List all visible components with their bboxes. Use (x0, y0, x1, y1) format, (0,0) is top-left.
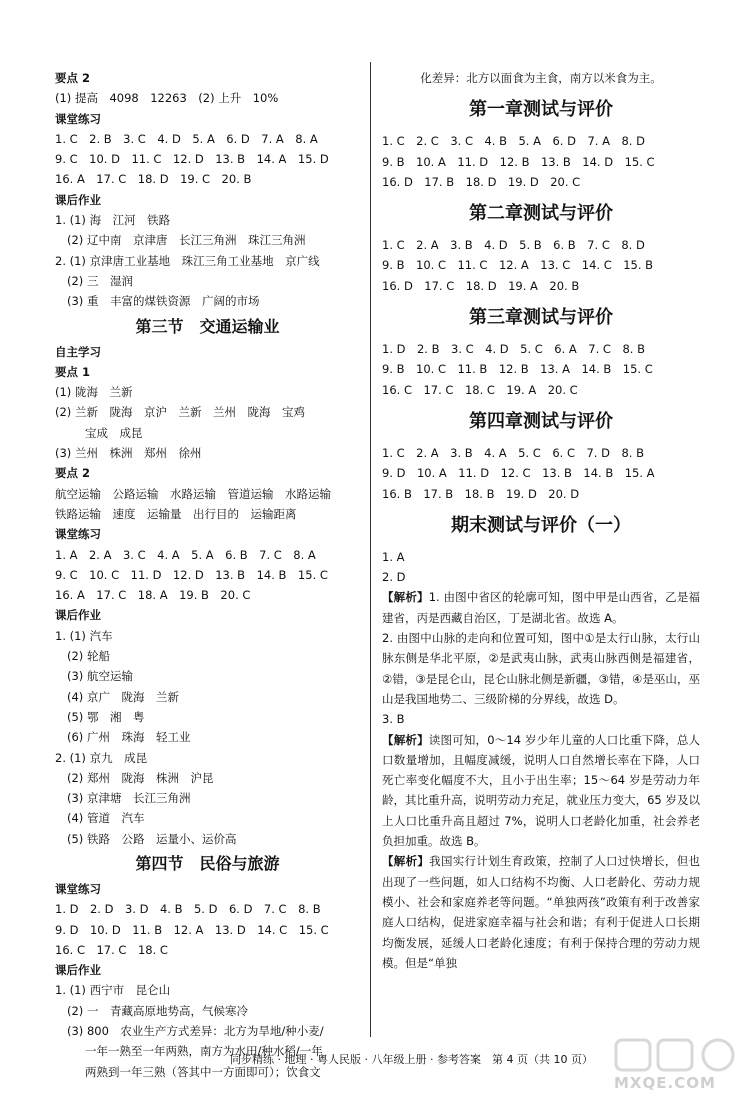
answer-line: (3) 航空运输 (67, 669, 133, 684)
section4-title: 第四节 民俗与旅游 (135, 853, 280, 873)
analysis-tag: 【解析】 (382, 590, 429, 605)
chapter-test-title: 第三章测试与评价 (469, 307, 613, 329)
answer-line: 16. A 17. C 18. D 19. C 20. B (55, 172, 252, 187)
answer-line: (3) 京津塘 长江三角洲 (67, 791, 191, 806)
final-answer-3: 3. B (382, 712, 405, 727)
answer-line: (3) 重 丰富的煤铁资源 广阔的市场 (67, 294, 260, 309)
watermark-text: MXQE.COM (614, 1074, 716, 1092)
answer-line: 一年一熟至一年两熟，南方为水田/种水稻/一年 (85, 1044, 323, 1059)
analysis-paragraph-4 (382, 851, 700, 973)
analysis-text-4: 我国实行计划生育政策，控制了人口过快增长，但也出现了一些问题，如人口结构不均衡、人口老龄化、劳动力规模小、社会和家庭养老等问题。“单独两孩”政策有利于改善家庭人口结构，促进家庭幸福与社会和谐；有利于促进人口长期均衡发展，延缓人口老龄化速度；有利于保持合理的劳动力规模。但是“单独 (382, 854, 700, 970)
answer-line: 1. (1) 汽车 (55, 628, 113, 643)
answer-line: (3) 800 农业生产方式差异：北方为旱地/种小麦/ (67, 1024, 324, 1039)
analysis-paragraph-2: 2. 由图中山脉的走向和位置可知，图中①是太行山脉，太行山脉东侧是华北平原，②是武夷山脉，武夷山脉西侧是福建省，②错，③是昆仑山，昆仑山脉北侧是新疆，③错，④是巫山，巫山是我国地势二、三级阶梯的分界线，故选 D。 (382, 631, 700, 706)
subheading: 课堂练习 (55, 881, 101, 896)
chapter-tests (382, 95, 700, 504)
analysis-text-1: 1. 由图中省区的轮廓可知，图中甲是山西省，乙是福建省，丙是西藏自治区，丁是湖北省。故选 A。 (382, 590, 701, 625)
column-divider (370, 62, 371, 1037)
answer-line: 1. C 2. C 3. C 4. B 5. A 6. D 7. A 8. D (382, 134, 645, 149)
answer-line: 9. D 10. A 11. D 12. C 13. B 14. B 15. A (382, 466, 655, 481)
subheading: 自主学习 (55, 344, 101, 359)
analysis-tag: 【解析】 (382, 732, 429, 747)
analysis-tag: 【解析】 (382, 854, 430, 869)
subheading: 课堂练习 (55, 111, 101, 126)
answer-line: (2) 辽中南 京津唐 长江三角洲 珠江三角洲 (67, 233, 306, 248)
analysis-paragraph-1 (382, 587, 700, 628)
answer-line: 9. B 10. A 11. D 12. B 13. B 14. D 15. C (382, 154, 655, 169)
subheading: 课后作业 (55, 608, 101, 623)
left-column (55, 68, 360, 1082)
answer-line: 9. B 10. C 11. B 12. B 13. A 14. B 15. C (382, 362, 653, 377)
answer-line: 2. (1) 京津唐工业基地 珠江三角工业基地 京广线 (55, 253, 320, 268)
answer-line: (2) 一 青藏高原地势高，气候寒冷 (67, 1003, 248, 1018)
answer-line: 9. C 10. C 11. D 12. D 13. B 14. B 15. C (55, 567, 328, 582)
subheading: 课后作业 (55, 963, 101, 978)
answer-line: 两熟到一年三熟（答其中一方面即可）；饮食文 (85, 1064, 321, 1079)
final-answer-2: 2. D (382, 570, 406, 585)
section3-title: 第三节 交通运输业 (135, 316, 280, 336)
final-test-content (382, 547, 700, 973)
continuation-line: 化差异：北方以面食为主食，南方以米食为主。 (420, 71, 662, 85)
answer-line: (4) 京广 陇海 兰新 (67, 689, 179, 704)
section3-content (55, 342, 360, 849)
analysis-paragraph-3 (382, 730, 700, 852)
chapter-test-title: 第四章测试与评价 (469, 410, 613, 432)
right-column (382, 68, 700, 973)
answer-line: 1. C 2. A 3. B 4. A 5. C 6. C 7. D 8. B (382, 445, 644, 460)
answer-line: 1. (1) 海 江河 铁路 (55, 213, 171, 228)
answer-line: 9. C 10. D 11. C 12. D 13. B 14. A 15. D (55, 152, 329, 167)
subheading: 要点 2 (55, 71, 91, 85)
answer-line: 铁路运输 速度 运输量 出行目的 运输距离 (55, 506, 297, 521)
answer-line: 9. D 10. D 11. B 12. A 13. D 14. C 15. C (55, 922, 329, 937)
answer-line: 宝成 成昆 (85, 425, 143, 440)
answer-line: 16. D 17. B 18. D 19. D 20. C (382, 174, 581, 189)
answer-line: (2) 三 湿润 (67, 273, 133, 288)
answer-line: 1. D 2. D 3. D 4. B 5. D 6. D 7. C 8. B (55, 902, 321, 917)
subheading: 课后作业 (55, 192, 101, 207)
subheading: 课堂练习 (55, 527, 101, 542)
answer-line: 1. A 2. A 3. C 4. A 5. A 6. B 7. C 8. A (55, 547, 316, 562)
answer-line: 1. D 2. B 3. C 4. D 5. C 6. A 7. C 8. B (382, 342, 645, 357)
answer-line: (2) 兰新 陇海 京沪 兰新 兰州 陇海 宝鸡 (55, 405, 305, 420)
answer-line: (2) 轮船 (67, 649, 110, 664)
final-test-title: 期末测试与评价（一） (451, 514, 631, 536)
answer-line: 16. D 17. C 18. D 19. A 20. B (382, 278, 580, 293)
answer-line: 1. C 2. A 3. B 4. D 5. B 6. B 7. C 8. D (382, 238, 645, 253)
answer-line: 16. B 17. B 18. B 19. D 20. D (382, 486, 580, 501)
answer-line: 1. (1) 西宁市 昆仑山 (55, 983, 171, 998)
page-footer: 同步精练 · 地理 · 粤人民版 · 八年级上册 · 参考答案 第 4 页（共 10 页） (230, 1053, 593, 1066)
subheading: 要点 1 (55, 364, 91, 379)
answer-line: 2. (1) 京九 成昆 (55, 750, 148, 765)
answer-line: (1) 提高 4098 12263 (2) 上升 10% (55, 91, 279, 106)
answer-line: 1. C 2. B 3. C 4. D 5. A 6. D 7. A 8. A (55, 131, 318, 146)
answer-line: (3) 兰州 株洲 郑州 徐州 (55, 446, 202, 461)
answer-line: (1) 陇海 兰新 (55, 385, 133, 400)
answer-line: 16. A 17. C 18. A 19. B 20. C (55, 588, 251, 603)
answer-line: 16. C 17. C 18. C (55, 942, 168, 957)
answer-line: (2) 郑州 陇海 株洲 沪昆 (67, 770, 214, 785)
answer-line: (4) 管道 汽车 (67, 811, 145, 826)
final-answer-1: 1. A (382, 549, 405, 564)
answer-line: (5) 铁路 公路 运量小、运价高 (67, 831, 237, 846)
subheading: 要点 2 (55, 466, 91, 481)
answer-line: (5) 鄂 湘 粤 (67, 709, 145, 724)
left-top-block (55, 68, 360, 312)
chapter-test-title: 第一章测试与评价 (469, 99, 613, 121)
chapter-test-title: 第二章测试与评价 (469, 203, 613, 225)
answer-line: 9. B 10. C 11. C 12. A 13. C 14. C 15. B (382, 258, 654, 273)
answer-line: 航空运输 公路运输 水路运输 管道运输 水路运输 (55, 486, 331, 501)
answer-line: 16. C 17. C 18. C 19. A 20. C (382, 382, 578, 397)
analysis-text-3: 读图可知，0～14 岁少年儿童的人口比重下降，总人口数量增加，且幅度减缓，说明人口自然增长率在下降，人口死亡率变化幅度不大，且小于出生率；15～64 岁是劳动力年龄，其比重升高，说明劳动力充足，就业压力变大，65 岁及以上人口比重升高且超过 7%，说明人口老龄化加重，社会养老负担加重。故选 B。 (382, 732, 701, 849)
answer-line: (6) 广州 珠海 轻工业 (67, 730, 191, 745)
